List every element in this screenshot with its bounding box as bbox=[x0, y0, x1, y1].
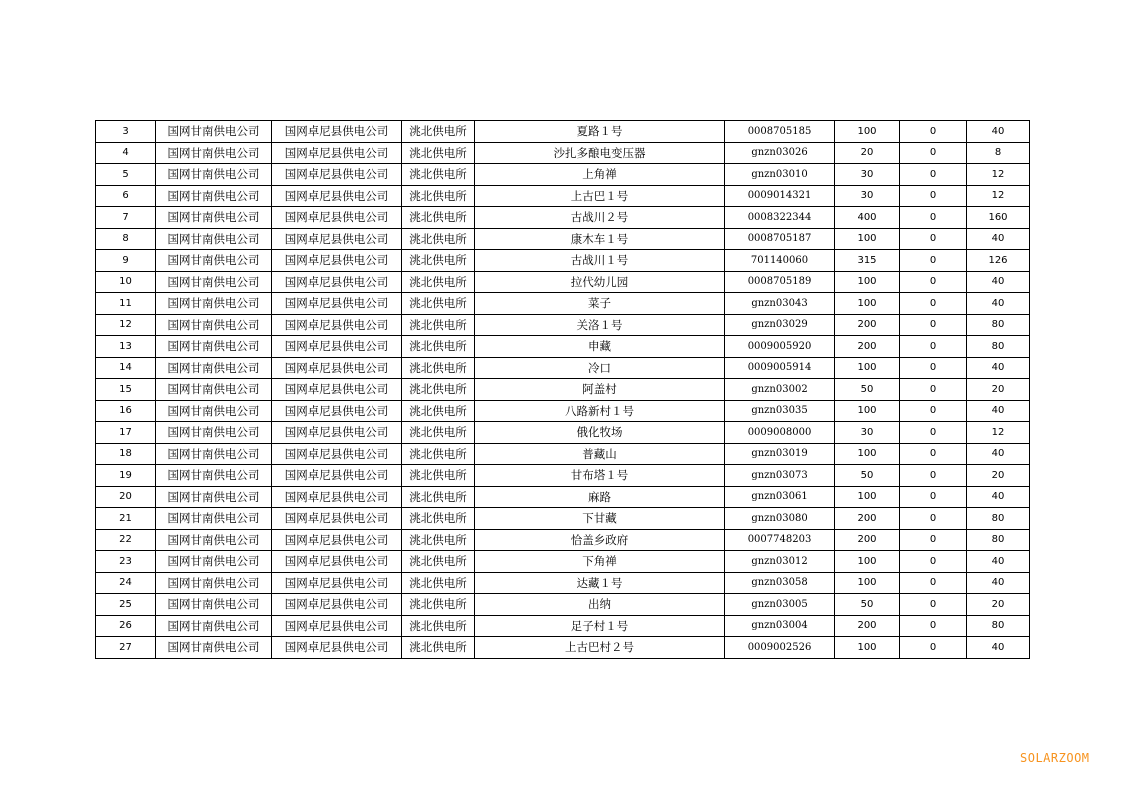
cell-company: 国网甘南供电公司 bbox=[156, 529, 272, 551]
table-row bbox=[96, 121, 1030, 143]
table-row bbox=[96, 637, 1030, 659]
cell-zero: 0 bbox=[900, 529, 967, 551]
cell-code: gnzn03004 bbox=[725, 615, 835, 637]
table-row bbox=[96, 615, 1030, 637]
cell-zero: 0 bbox=[900, 228, 967, 250]
cell-capacity: 100 bbox=[835, 271, 900, 293]
cell-value: 80 bbox=[967, 314, 1030, 336]
cell-index: 8 bbox=[96, 228, 156, 250]
cell-county-company: 国网卓尼县供电公司 bbox=[272, 443, 402, 465]
cell-county-company: 国网卓尼县供电公司 bbox=[272, 142, 402, 164]
cell-company: 国网甘南供电公司 bbox=[156, 465, 272, 487]
cell-capacity: 50 bbox=[835, 465, 900, 487]
cell-code: gnzn03019 bbox=[725, 443, 835, 465]
cell-code: 0009014321 bbox=[725, 185, 835, 207]
cell-capacity: 20 bbox=[835, 142, 900, 164]
cell-value: 40 bbox=[967, 121, 1030, 143]
table-row bbox=[96, 250, 1030, 272]
cell-code: 0008705185 bbox=[725, 121, 835, 143]
cell-company: 国网甘南供电公司 bbox=[156, 185, 272, 207]
cell-company: 国网甘南供电公司 bbox=[156, 121, 272, 143]
cell-transformer-name: 出纳 bbox=[475, 594, 725, 616]
cell-station: 洮北供电所 bbox=[402, 465, 475, 487]
cell-station: 洮北供电所 bbox=[402, 250, 475, 272]
cell-company: 国网甘南供电公司 bbox=[156, 637, 272, 659]
cell-station: 洮北供电所 bbox=[402, 572, 475, 594]
cell-value: 12 bbox=[967, 422, 1030, 444]
cell-county-company: 国网卓尼县供电公司 bbox=[272, 314, 402, 336]
cell-value: 40 bbox=[967, 357, 1030, 379]
cell-code: 0007748203 bbox=[725, 529, 835, 551]
cell-index: 15 bbox=[96, 379, 156, 401]
cell-station: 洮北供电所 bbox=[402, 164, 475, 186]
table-row bbox=[96, 486, 1030, 508]
cell-company: 国网甘南供电公司 bbox=[156, 615, 272, 637]
cell-index: 13 bbox=[96, 336, 156, 358]
cell-code: gnzn03058 bbox=[725, 572, 835, 594]
cell-zero: 0 bbox=[900, 465, 967, 487]
cell-code: gnzn03026 bbox=[725, 142, 835, 164]
cell-index: 16 bbox=[96, 400, 156, 422]
table-row bbox=[96, 400, 1030, 422]
cell-value: 80 bbox=[967, 529, 1030, 551]
cell-company: 国网甘南供电公司 bbox=[156, 271, 272, 293]
cell-zero: 0 bbox=[900, 185, 967, 207]
cell-capacity: 30 bbox=[835, 422, 900, 444]
cell-code: gnzn03035 bbox=[725, 400, 835, 422]
table-row bbox=[96, 379, 1030, 401]
cell-county-company: 国网卓尼县供电公司 bbox=[272, 422, 402, 444]
cell-index: 14 bbox=[96, 357, 156, 379]
cell-county-company: 国网卓尼县供电公司 bbox=[272, 615, 402, 637]
cell-company: 国网甘南供电公司 bbox=[156, 443, 272, 465]
cell-value: 80 bbox=[967, 336, 1030, 358]
cell-capacity: 50 bbox=[835, 379, 900, 401]
cell-company: 国网甘南供电公司 bbox=[156, 400, 272, 422]
cell-transformer-name: 夏路１号 bbox=[475, 121, 725, 143]
cell-index: 17 bbox=[96, 422, 156, 444]
cell-county-company: 国网卓尼县供电公司 bbox=[272, 637, 402, 659]
cell-station: 洮北供电所 bbox=[402, 594, 475, 616]
cell-capacity: 30 bbox=[835, 164, 900, 186]
cell-value: 40 bbox=[967, 293, 1030, 315]
cell-county-company: 国网卓尼县供电公司 bbox=[272, 271, 402, 293]
solarzoom-watermark: SOLARZOOM bbox=[1020, 751, 1090, 765]
cell-company: 国网甘南供电公司 bbox=[156, 336, 272, 358]
table-row bbox=[96, 357, 1030, 379]
cell-value: 8 bbox=[967, 142, 1030, 164]
cell-transformer-name: 古战川１号 bbox=[475, 250, 725, 272]
cell-capacity: 200 bbox=[835, 336, 900, 358]
cell-zero: 0 bbox=[900, 637, 967, 659]
cell-zero: 0 bbox=[900, 314, 967, 336]
cell-capacity: 200 bbox=[835, 314, 900, 336]
cell-code: 701140060 bbox=[725, 250, 835, 272]
cell-code: 0009008000 bbox=[725, 422, 835, 444]
cell-index: 10 bbox=[96, 271, 156, 293]
cell-zero: 0 bbox=[900, 551, 967, 573]
cell-transformer-name: 甘布塔１号 bbox=[475, 465, 725, 487]
cell-zero: 0 bbox=[900, 207, 967, 229]
cell-county-company: 国网卓尼县供电公司 bbox=[272, 529, 402, 551]
cell-index: 7 bbox=[96, 207, 156, 229]
cell-zero: 0 bbox=[900, 336, 967, 358]
cell-station: 洮北供电所 bbox=[402, 207, 475, 229]
cell-value: 40 bbox=[967, 486, 1030, 508]
cell-company: 国网甘南供电公司 bbox=[156, 314, 272, 336]
cell-station: 洮北供电所 bbox=[402, 336, 475, 358]
cell-transformer-name: 拉代幼儿园 bbox=[475, 271, 725, 293]
cell-zero: 0 bbox=[900, 443, 967, 465]
cell-county-company: 国网卓尼县供电公司 bbox=[272, 228, 402, 250]
cell-index: 18 bbox=[96, 443, 156, 465]
cell-value: 80 bbox=[967, 615, 1030, 637]
cell-zero: 0 bbox=[900, 615, 967, 637]
cell-index: 26 bbox=[96, 615, 156, 637]
cell-code: 0008705187 bbox=[725, 228, 835, 250]
cell-station: 洮北供电所 bbox=[402, 271, 475, 293]
cell-capacity: 100 bbox=[835, 121, 900, 143]
cell-county-company: 国网卓尼县供电公司 bbox=[272, 465, 402, 487]
cell-station: 洮北供电所 bbox=[402, 185, 475, 207]
cell-transformer-name: 冷口 bbox=[475, 357, 725, 379]
cell-index: 27 bbox=[96, 637, 156, 659]
cell-value: 20 bbox=[967, 379, 1030, 401]
cell-station: 洮北供电所 bbox=[402, 637, 475, 659]
cell-code: gnzn03080 bbox=[725, 508, 835, 530]
cell-county-company: 国网卓尼县供电公司 bbox=[272, 551, 402, 573]
cell-index: 23 bbox=[96, 551, 156, 573]
cell-zero: 0 bbox=[900, 508, 967, 530]
cell-capacity: 200 bbox=[835, 615, 900, 637]
cell-county-company: 国网卓尼县供电公司 bbox=[272, 293, 402, 315]
cell-code: gnzn03073 bbox=[725, 465, 835, 487]
cell-code: gnzn03061 bbox=[725, 486, 835, 508]
cell-company: 国网甘南供电公司 bbox=[156, 551, 272, 573]
cell-capacity: 100 bbox=[835, 572, 900, 594]
table-row bbox=[96, 572, 1030, 594]
cell-transformer-name: 沙扎多酿电变压器 bbox=[475, 142, 725, 164]
cell-transformer-name: 阿盖村 bbox=[475, 379, 725, 401]
cell-station: 洮北供电所 bbox=[402, 142, 475, 164]
cell-value: 40 bbox=[967, 443, 1030, 465]
cell-index: 22 bbox=[96, 529, 156, 551]
cell-transformer-name: 申藏 bbox=[475, 336, 725, 358]
cell-capacity: 30 bbox=[835, 185, 900, 207]
table-row bbox=[96, 443, 1030, 465]
cell-station: 洮北供电所 bbox=[402, 443, 475, 465]
cell-county-company: 国网卓尼县供电公司 bbox=[272, 572, 402, 594]
cell-capacity: 50 bbox=[835, 594, 900, 616]
cell-station: 洮北供电所 bbox=[402, 422, 475, 444]
table-row bbox=[96, 164, 1030, 186]
cell-index: 20 bbox=[96, 486, 156, 508]
cell-capacity: 100 bbox=[835, 486, 900, 508]
data-table bbox=[95, 120, 1030, 659]
cell-index: 25 bbox=[96, 594, 156, 616]
table-row bbox=[96, 529, 1030, 551]
cell-transformer-name: 下角禅 bbox=[475, 551, 725, 573]
cell-capacity: 100 bbox=[835, 551, 900, 573]
cell-transformer-name: 康木车１号 bbox=[475, 228, 725, 250]
cell-transformer-name: 恰盖乡政府 bbox=[475, 529, 725, 551]
cell-capacity: 100 bbox=[835, 293, 900, 315]
cell-company: 国网甘南供电公司 bbox=[156, 293, 272, 315]
cell-value: 40 bbox=[967, 637, 1030, 659]
cell-county-company: 国网卓尼县供电公司 bbox=[272, 357, 402, 379]
cell-zero: 0 bbox=[900, 379, 967, 401]
cell-value: 80 bbox=[967, 508, 1030, 530]
cell-zero: 0 bbox=[900, 486, 967, 508]
cell-station: 洮北供电所 bbox=[402, 379, 475, 401]
cell-capacity: 315 bbox=[835, 250, 900, 272]
cell-zero: 0 bbox=[900, 250, 967, 272]
cell-transformer-name: 俄化牧场 bbox=[475, 422, 725, 444]
cell-value: 12 bbox=[967, 185, 1030, 207]
cell-transformer-name: 上古巴１号 bbox=[475, 185, 725, 207]
cell-value: 160 bbox=[967, 207, 1030, 229]
cell-company: 国网甘南供电公司 bbox=[156, 594, 272, 616]
cell-capacity: 100 bbox=[835, 400, 900, 422]
cell-zero: 0 bbox=[900, 400, 967, 422]
cell-station: 洮北供电所 bbox=[402, 529, 475, 551]
cell-code: 0008322344 bbox=[725, 207, 835, 229]
cell-zero: 0 bbox=[900, 271, 967, 293]
cell-value: 12 bbox=[967, 164, 1030, 186]
cell-county-company: 国网卓尼县供电公司 bbox=[272, 250, 402, 272]
cell-zero: 0 bbox=[900, 572, 967, 594]
cell-code: gnzn03002 bbox=[725, 379, 835, 401]
cell-transformer-name: 上古巴村２号 bbox=[475, 637, 725, 659]
cell-capacity: 200 bbox=[835, 508, 900, 530]
cell-transformer-name: 下甘藏 bbox=[475, 508, 725, 530]
cell-index: 24 bbox=[96, 572, 156, 594]
cell-capacity: 200 bbox=[835, 529, 900, 551]
cell-value: 40 bbox=[967, 400, 1030, 422]
cell-index: 6 bbox=[96, 185, 156, 207]
table-row bbox=[96, 551, 1030, 573]
cell-zero: 0 bbox=[900, 121, 967, 143]
cell-value: 20 bbox=[967, 465, 1030, 487]
cell-value: 40 bbox=[967, 551, 1030, 573]
cell-zero: 0 bbox=[900, 422, 967, 444]
cell-index: 3 bbox=[96, 121, 156, 143]
cell-county-company: 国网卓尼县供电公司 bbox=[272, 594, 402, 616]
cell-code: gnzn03029 bbox=[725, 314, 835, 336]
cell-county-company: 国网卓尼县供电公司 bbox=[272, 207, 402, 229]
cell-code: 0008705189 bbox=[725, 271, 835, 293]
cell-transformer-name: 八路新村１号 bbox=[475, 400, 725, 422]
cell-county-company: 国网卓尼县供电公司 bbox=[272, 486, 402, 508]
table-row bbox=[96, 314, 1030, 336]
cell-transformer-name: 上角禅 bbox=[475, 164, 725, 186]
table-row bbox=[96, 207, 1030, 229]
cell-station: 洮北供电所 bbox=[402, 508, 475, 530]
cell-code: gnzn03010 bbox=[725, 164, 835, 186]
cell-company: 国网甘南供电公司 bbox=[156, 357, 272, 379]
cell-transformer-name: 古战川２号 bbox=[475, 207, 725, 229]
cell-transformer-name: 麻路 bbox=[475, 486, 725, 508]
cell-station: 洮北供电所 bbox=[402, 400, 475, 422]
cell-index: 4 bbox=[96, 142, 156, 164]
cell-station: 洮北供电所 bbox=[402, 121, 475, 143]
cell-code: 0009002526 bbox=[725, 637, 835, 659]
cell-county-company: 国网卓尼县供电公司 bbox=[272, 400, 402, 422]
cell-index: 19 bbox=[96, 465, 156, 487]
cell-code: gnzn03012 bbox=[725, 551, 835, 573]
cell-code: 0009005920 bbox=[725, 336, 835, 358]
cell-zero: 0 bbox=[900, 357, 967, 379]
cell-index: 9 bbox=[96, 250, 156, 272]
cell-capacity: 100 bbox=[835, 443, 900, 465]
table-row bbox=[96, 336, 1030, 358]
table-row bbox=[96, 185, 1030, 207]
cell-capacity: 400 bbox=[835, 207, 900, 229]
cell-value: 40 bbox=[967, 228, 1030, 250]
cell-index: 11 bbox=[96, 293, 156, 315]
cell-value: 40 bbox=[967, 271, 1030, 293]
cell-county-company: 国网卓尼县供电公司 bbox=[272, 121, 402, 143]
cell-value: 40 bbox=[967, 572, 1030, 594]
table-row bbox=[96, 228, 1030, 250]
cell-zero: 0 bbox=[900, 164, 967, 186]
table-row bbox=[96, 422, 1030, 444]
cell-code: 0009005914 bbox=[725, 357, 835, 379]
cell-company: 国网甘南供电公司 bbox=[156, 572, 272, 594]
cell-station: 洮北供电所 bbox=[402, 357, 475, 379]
cell-county-company: 国网卓尼县供电公司 bbox=[272, 336, 402, 358]
cell-company: 国网甘南供电公司 bbox=[156, 422, 272, 444]
cell-county-company: 国网卓尼县供电公司 bbox=[272, 379, 402, 401]
cell-station: 洮北供电所 bbox=[402, 293, 475, 315]
cell-index: 12 bbox=[96, 314, 156, 336]
cell-county-company: 国网卓尼县供电公司 bbox=[272, 164, 402, 186]
table-row bbox=[96, 465, 1030, 487]
cell-value: 20 bbox=[967, 594, 1030, 616]
cell-company: 国网甘南供电公司 bbox=[156, 207, 272, 229]
cell-station: 洮北供电所 bbox=[402, 314, 475, 336]
table-row bbox=[96, 594, 1030, 616]
cell-company: 国网甘南供电公司 bbox=[156, 228, 272, 250]
cell-index: 5 bbox=[96, 164, 156, 186]
cell-index: 21 bbox=[96, 508, 156, 530]
cell-company: 国网甘南供电公司 bbox=[156, 142, 272, 164]
cell-code: gnzn03043 bbox=[725, 293, 835, 315]
cell-company: 国网甘南供电公司 bbox=[156, 486, 272, 508]
cell-transformer-name: 普藏山 bbox=[475, 443, 725, 465]
cell-zero: 0 bbox=[900, 293, 967, 315]
cell-company: 国网甘南供电公司 bbox=[156, 379, 272, 401]
cell-station: 洮北供电所 bbox=[402, 228, 475, 250]
cell-county-company: 国网卓尼县供电公司 bbox=[272, 185, 402, 207]
cell-zero: 0 bbox=[900, 594, 967, 616]
cell-value: 126 bbox=[967, 250, 1030, 272]
table-row bbox=[96, 508, 1030, 530]
cell-station: 洮北供电所 bbox=[402, 551, 475, 573]
cell-capacity: 100 bbox=[835, 357, 900, 379]
cell-company: 国网甘南供电公司 bbox=[156, 508, 272, 530]
cell-capacity: 100 bbox=[835, 637, 900, 659]
table-row bbox=[96, 293, 1030, 315]
cell-company: 国网甘南供电公司 bbox=[156, 164, 272, 186]
cell-transformer-name: 菜子 bbox=[475, 293, 725, 315]
table-row bbox=[96, 271, 1030, 293]
cell-station: 洮北供电所 bbox=[402, 486, 475, 508]
cell-company: 国网甘南供电公司 bbox=[156, 250, 272, 272]
table-body bbox=[96, 121, 1030, 659]
cell-code: gnzn03005 bbox=[725, 594, 835, 616]
cell-capacity: 100 bbox=[835, 228, 900, 250]
cell-transformer-name: 关洛１号 bbox=[475, 314, 725, 336]
cell-transformer-name: 达藏１号 bbox=[475, 572, 725, 594]
cell-zero: 0 bbox=[900, 142, 967, 164]
cell-transformer-name: 足子村１号 bbox=[475, 615, 725, 637]
cell-county-company: 国网卓尼县供电公司 bbox=[272, 508, 402, 530]
table-row bbox=[96, 142, 1030, 164]
cell-station: 洮北供电所 bbox=[402, 615, 475, 637]
